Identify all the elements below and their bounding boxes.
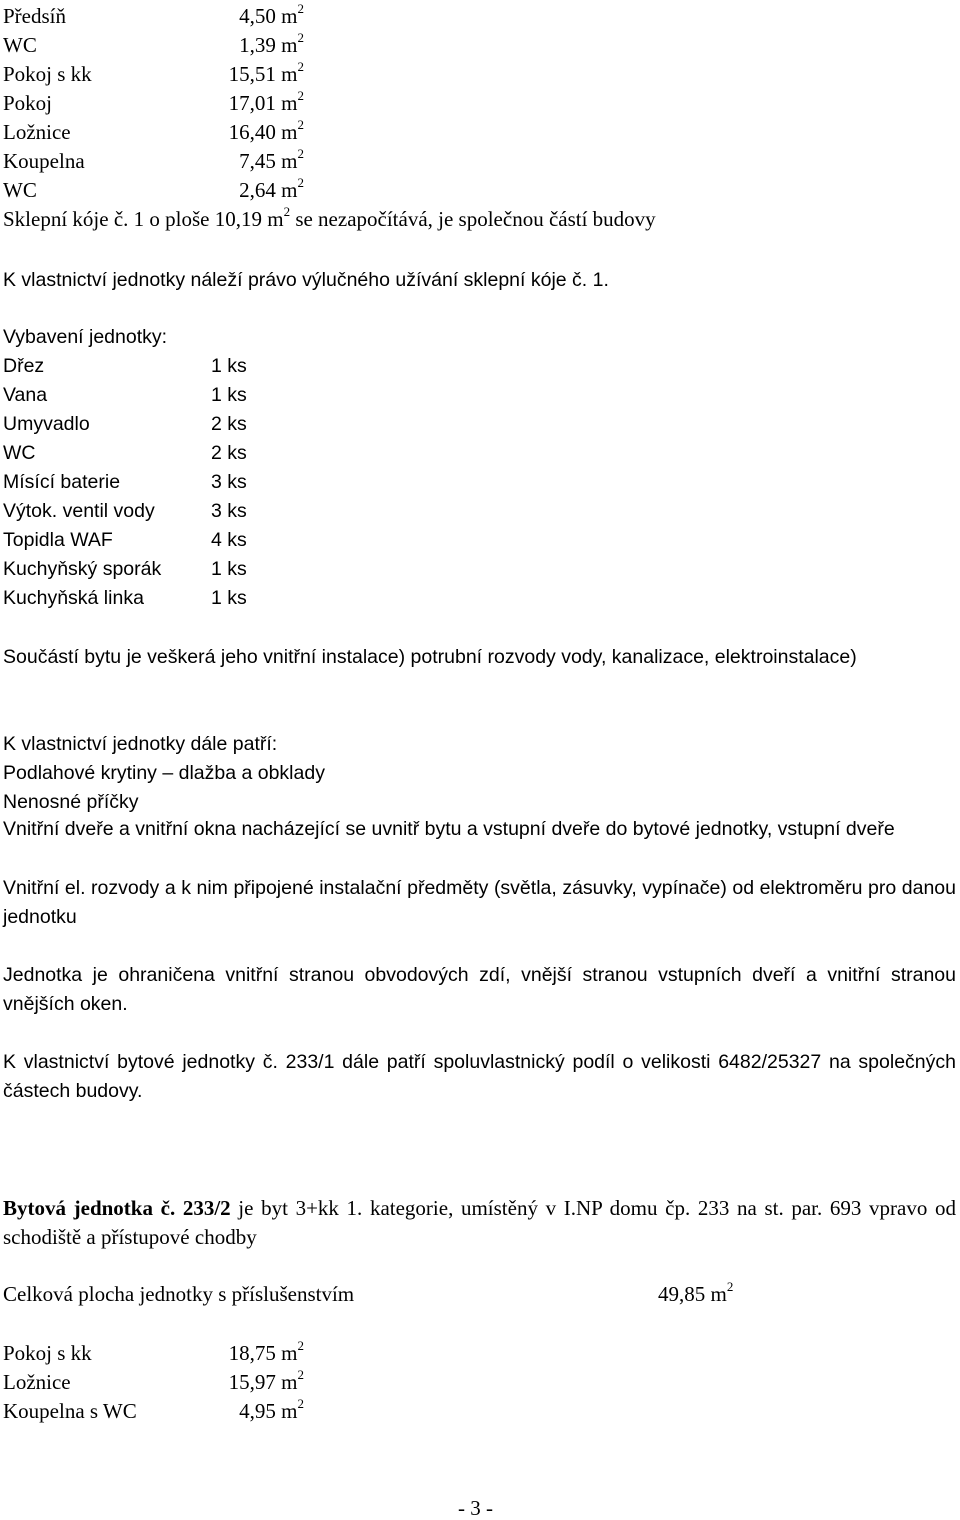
cellar-note: Sklepní kóje č. 1 o ploše 10,19 $m^2$ se nezapočítává, je společnou částí budovy [3,204,656,231]
equipment-qty: 2 ks [211,442,247,464]
room-name: Pokoj s kk [3,62,92,86]
room-name: Předsíň [3,4,66,28]
page-number: - 3 - [458,1496,493,1520]
room-name: WC [3,178,37,202]
equipment-heading: Vybavení jednotky: [3,326,168,348]
equipment-name: WC [3,442,36,464]
room-area: 7,45 $m^2$ [239,146,304,173]
equipment-qty: 1 ks [211,587,247,609]
room-area: 1,39 $m^2$ [239,30,304,57]
room-area: 15,97 $m^2$ [228,1367,304,1394]
room-area: 18,75 $m^2$ [228,1338,304,1365]
ownership-heading: K vlastnictví jednotky dále patří: [3,733,278,755]
total-area-value: 49,85 $m^2$ [658,1279,734,1306]
equipment-qty: 1 ks [211,384,247,406]
room-name: Koupelna [3,149,85,173]
room-name: Ložnice [3,120,71,144]
equipment-name: Mísící baterie [3,471,121,493]
equipment-name: Kuchyňský sporák [3,558,162,580]
equipment-name: Výtok. ventil vody [3,500,155,522]
ownership-item: Vnitřní el. rozvody a k nim připojené instalační předměty (světla, zásuvky, vypínače) od elektroměru pro danou jednotku [3,877,956,928]
room-area: 15,51 $m^2$ [228,59,304,86]
room-name: Koupelna s WC [3,1399,137,1423]
room-name: Pokoj s kk [3,1341,92,1365]
ownership-item: Vnitřní dveře a vnitřní okna nacházející se uvnitř bytu a vstupní dveře do bytové jednotky, vstupní dveře [3,818,895,840]
cellar-right: K vlastnictví jednotky náleží právo výlučného užívání sklepní kóje č. 1. [3,269,609,291]
room-name: Pokoj [3,91,53,115]
equipment-name: Kuchyňská linka [3,587,144,609]
equipment-name: Topidla WAF [3,529,113,551]
equipment-qty: 1 ks [211,355,247,377]
room-name: Ložnice [3,1370,71,1394]
ownership-item: Podlahové krytiny – dlažba a obklady [3,762,325,784]
equipment-name: Umyvadlo [3,413,90,435]
room-area: 4,95 $m^2$ [239,1396,304,1423]
equipment-qty: 1 ks [211,558,247,580]
equipment-qty: 3 ks [211,500,247,522]
equipment-qty: 2 ks [211,413,247,435]
equipment-name: Vana [3,384,48,406]
total-area-label: Celková plocha jednotky s příslušenstvím [3,1282,355,1306]
room-area: 17,01 $m^2$ [228,88,304,115]
room-area: 2,64 $m^2$ [239,175,304,202]
equipment-name: Dřez [3,355,45,377]
ownership-item: Nenosné příčky [3,791,139,813]
boundary-paragraph: Jednotka je ohraničena vnitřní stranou obvodových zdí, vnější stranou vstupních dveří a vnitřní stranou vnějších oken. [3,964,956,1015]
installations-paragraph: Součástí bytu je veškerá jeho vnitřní instalace) potrubní rozvody vody, kanalizace, elektroinstalace) [3,646,857,668]
equipment-qty: 3 ks [211,471,247,493]
unit2-title: Bytová jednotka č. 233/2 je byt 3+kk 1. kategorie, umístěný v I.NP domu čp. 233 na st. par. 693 vpravo od schodiště a přístupové chodby [3,1196,957,1249]
equipment-qty: 4 ks [211,529,247,551]
room-area: 16,40 $m^2$ [228,117,304,144]
share-paragraph: K vlastnictví bytové jednotky č. 233/1 dále patří spoluvlastnický podíl o velikosti 6482/25327 na společných částech budovy. [3,1051,956,1102]
room-area: 4,50 $m^2$ [239,1,304,28]
room-name: WC [3,33,37,57]
